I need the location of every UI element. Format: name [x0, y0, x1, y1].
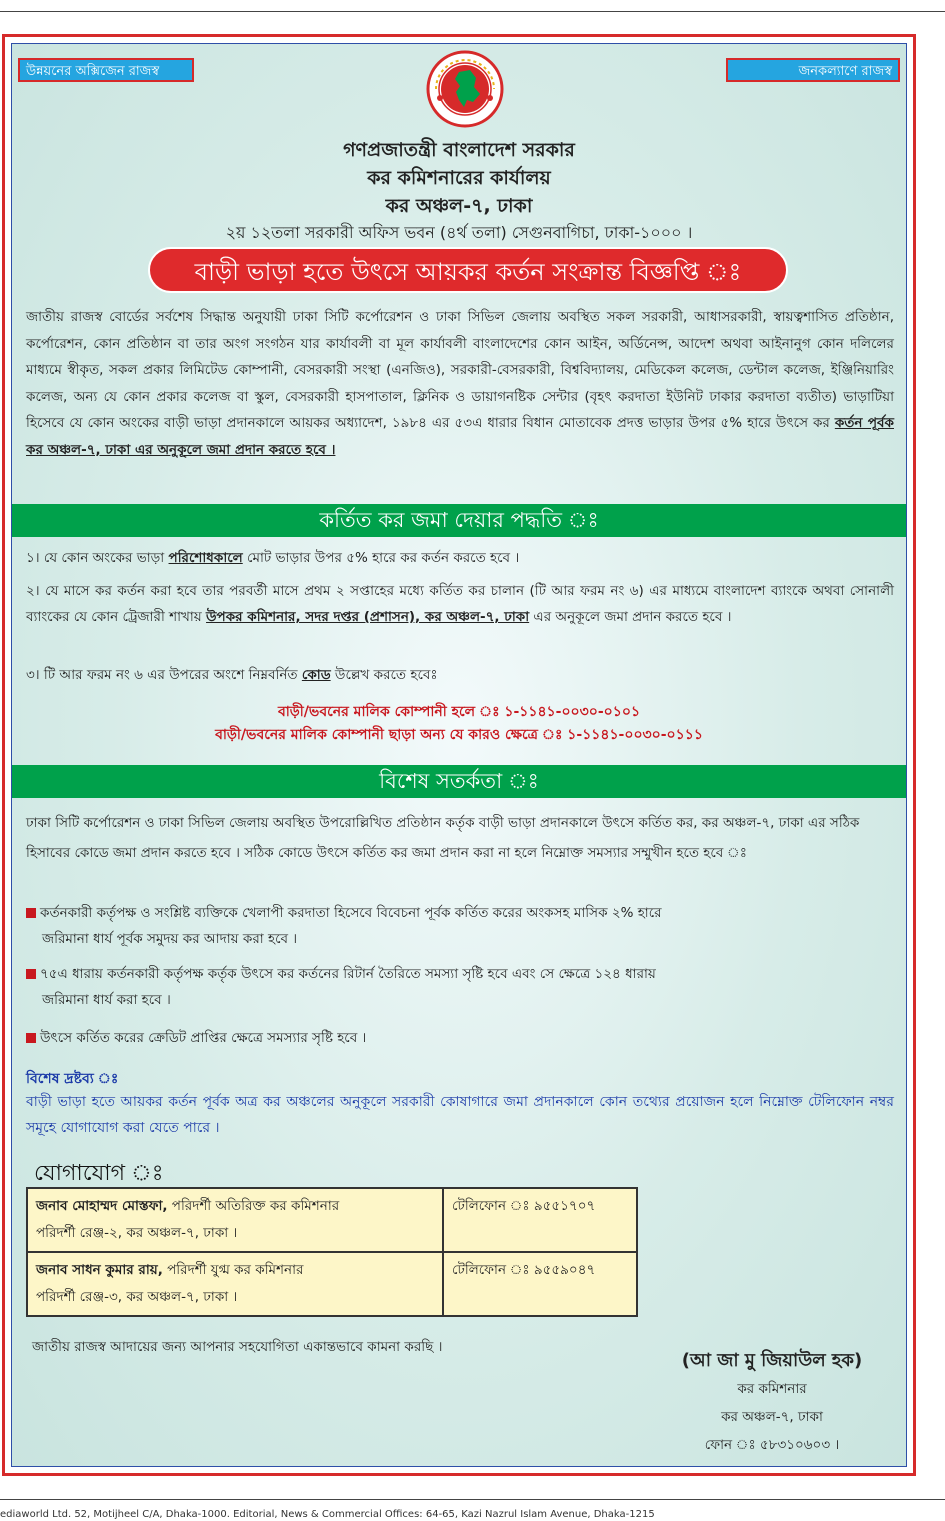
contact-row: [27, 1252, 637, 1316]
slogan-left: উন্নয়নের অক্সিজেন রাজস্ব: [18, 58, 194, 82]
advertisement-body: [11, 43, 907, 1467]
advertisement-frame: [2, 34, 916, 1476]
intro-paragraph: [26, 304, 894, 463]
deposit-step-2: [26, 578, 894, 630]
contact-row: [27, 1188, 637, 1252]
bullet-2-line-2: জরিমানা ধার্য করা হবে ।: [42, 992, 171, 1008]
code-company-owner: বাড়ী/ভবনের মালিক কোম্পানী হলে ঃ ১-১১৪১-০০৩০-০১০১: [277, 704, 641, 720]
office-title: কর কমিশনারের কার্যালয়: [367, 167, 551, 189]
contact-phone: টেলিফোন ঃ ৯৫৫৯০৪৭: [443, 1252, 637, 1316]
bullet-square-icon: [26, 908, 36, 918]
bottom-rule: [0, 1499, 945, 1500]
government-seal-icon: [426, 50, 504, 128]
signatory-name: (আ জা মু জিয়াউল হক): [681, 1350, 863, 1371]
contact-name: জনাব সাধন কুমার রায়,: [36, 1262, 163, 1278]
signatory-office: কর অঞ্চল-৭, ঢাকা: [721, 1409, 823, 1425]
code-other-owner: বাড়ী/ভবনের মালিক কোম্পানী ছাড়া অন্য যে কারও ক্ষেত্রে ঃ ১-১১৪১-০০৩০-০১১১: [215, 727, 703, 743]
notice-banner: বাড়ী ভাড়া হতে উৎসে আয়কর কর্তন সংক্রান্ত বিজ্ঞপ্তি ঃ: [148, 247, 788, 293]
government-title: গণপ্রজাতন্ত্রী বাংলাদেশ সরকার: [343, 139, 575, 161]
step-2-text-end: এর অনুকূলে জমা প্রদান করতে হবে ।: [529, 609, 732, 625]
step-3-text-end: উল্লেখ করতে হবেঃ: [330, 667, 438, 683]
signatory-phone: ফোন ঃ ৫৮৩১০৬০৩ ।: [704, 1437, 840, 1453]
section-caution-title: বিশেষ সতর্কতা ঃ: [12, 765, 906, 798]
deposit-step-1: [26, 545, 894, 571]
contact-person: [27, 1252, 443, 1316]
caution-bullet-1: [26, 900, 826, 952]
bullet-3-line-1: উৎসে কর্তিত করের ক্রেডিট প্রাপ্তির ক্ষেত্রে সমস্যার সৃষ্টি হবে ।: [40, 1030, 367, 1046]
deposit-step-3: [26, 662, 894, 688]
signature-block: [652, 1347, 892, 1459]
step-2-emphasis: উপকর কমিশনার, সদর দপ্তর (প্রশাসন), কর অঞ্চল-৭, ঢাকা: [206, 609, 530, 625]
top-rule: [0, 11, 945, 12]
caution-bullet-3: [26, 1025, 826, 1051]
note-title: বিশেষ দ্রষ্টব্য ঃ: [26, 1071, 119, 1087]
signatory-title: কর কমিশনার: [737, 1381, 807, 1397]
newspaper-imprint: ediaworld Ltd. 52, Motijheel C/A, Dhaka-1000. Editorial, News & Commercial Offices: 64-65, Kazi Nazrul Islam Avenue, Dhaka-1215: [0, 1509, 655, 1520]
intro-text: জাতীয় রাজস্ব বোর্ডের সর্বশেষ সিদ্ধান্ত অনুযায়ী ঢাকা সিটি কর্পোরেশন ও ঢাকা সিভিল জেলায় অবস্থিত সকল সরকারী, আধাসরকারী, স্বায়ত্বশাসিত প্রতিষ্ঠান, কর্পোরেশন, কোন প্রতিষ্ঠান বা তার অংগ সংগঠন যার কার্যাবলী বা মূল কার্যাবলী বাংলাদেশের কোন আইন, অর্ডিনেন্স, আদেশ অথবা আইনানুগ কোন দলিলের মাধ্যমে স্বীকৃত, সকল প্রকার লিমিটেড কোম্পানী, বেসরকারী সংস্থা (এনজিও), সরকারী-বেসরকারী, বিশ্ববিদ্যালয়, মেডিকেল কলেজ, ডেন্টাল কলেজ, ইঞ্জিনিয়ারিং কলেজ, অন্য যে কোন প্রকার কলেজ বা স্কুল, বেসরকারী হাসপাতাল, ক্লিনিক ও ডায়াগনষ্টিক সেন্টার (বৃহৎ করদাতা ইউনিট ঢাকার করদাতা ব্যতীত) ভাড়াটিয়া হিসেবে যে কোন অংকের বাড়ী ভাড়া প্রদানকালে আয়কর অধ্যাদেশ, ১৯৮৪ এর ৫৩এ ধারার বিধান মোতাবেক প্রদত্ত ভাড়ার উপর ৫% হারে উৎসে কর: [26, 309, 894, 431]
contact-role: পরিদর্শী যুগ্ম কর কমিশনার: [162, 1262, 304, 1278]
bullet-square-icon: [26, 1033, 36, 1043]
caution-bullet-2: [26, 961, 826, 1013]
contact-title: যোগাযোগ ঃ: [34, 1161, 164, 1186]
step-3-text: ৩। টি আর ফরম নং ৬ এর উপরের অংশে নিম্নবর্নিত: [26, 667, 302, 683]
bullet-square-icon: [26, 969, 36, 979]
contact-name: জনাব মোহাম্মদ মোস্তফা,: [36, 1198, 168, 1214]
contact-role: পরিদর্শী অতিরিক্ত কর কমিশনার: [167, 1198, 340, 1214]
contact-person: [27, 1188, 443, 1252]
caution-paragraph: ঢাকা সিটি কর্পোরেশন ও ঢাকা সিভিল জেলায় অবস্থিত উপরোল্লিখিত প্রতিষ্ঠান কর্তৃক বাড়ী ভাড়া প্রদানকালে উৎসে কর্তিত কর, কর অঞ্চল-৭, ঢাকা এর সঠিক হিসাবের কোডে জমা প্রদান করতে হবে । সঠিক কোডে উৎসে কর্তিত কর জমা প্রদান করা না হলে নিম্নোক্ত সমস্যার সম্মুখীন হতে হবে ঃ: [26, 815, 860, 861]
contact-range: পরিদর্শী রেঞ্জ-২, কর অঞ্চল-৭, ঢাকা ।: [36, 1225, 238, 1241]
office-address: ২য় ১২তলা সরকারী অফিস ভবন (৪র্থ তলা) সেগুনবাগিচা, ঢাকা-১০০০ ।: [225, 223, 693, 242]
step-2-text: ২। যে মাসে কর কর্তন করা হবে তার পরবর্তী মাসে প্রথম ২ সপ্তাহের মধ্যে কর্তিত কর চালান (টি আর ফরম নং ৬) এর মাধ্যমে বাংলাদেশ ব্যাংকে অথবা সোনালী ব্যাংকের যে কোন ট্রেজারী শাখায়: [26, 583, 894, 625]
step-3-emphasis: কোড: [301, 667, 331, 683]
step-1-text: ১। যে কোন অংকের ভাড়া: [26, 550, 169, 566]
intro-emphasis: কর্তন পূর্বক কর অঞ্চল-৭, ঢাকা এর অনুকূলে জমা প্রদান করতে হবে ।: [26, 415, 894, 458]
step-1-text-end: মোট ভাড়ার উপর ৫% হারে কর কর্তন করতে হবে ।: [242, 550, 520, 566]
contact-range: পরিদর্শী রেঞ্জ-৩, কর অঞ্চল-৭, ঢাকা ।: [36, 1289, 238, 1305]
zone-title: কর অঞ্চল-৭, ঢাকা: [385, 195, 533, 217]
contact-phone: টেলিফোন ঃ ৯৫৫১৭০৭: [443, 1188, 637, 1252]
bullet-2-line-1: ৭৫এ ধারায় কর্তনকারী কর্তৃপক্ষ কর্তৃক উৎসে কর কর্তনের রিটার্ন তৈরিতে সমস্যা সৃষ্টি হবে এবং সে ক্ষেত্রে ১২৪ ধারায়: [40, 966, 656, 982]
slogan-right: জনকল্যাণে রাজস্ব: [726, 58, 900, 82]
note-text: বাড়ী ভাড়া হতে আয়কর কর্তন পূর্বক অত্র কর অঞ্চলের অনুকূলে সরকারী কোষাগারে জমা প্রদানকালে কোন তথ্যের প্রয়োজন হলে নিম্নোক্ত টেলিফোন নম্বর সমূহে যোগাযোগ করা যেতে পারে ।: [26, 1094, 894, 1136]
contact-table: [26, 1187, 638, 1317]
bullet-1-line-2: জরিমানা ধার্য পূর্বক সমুদয় কর আদায় করা হবে ।: [42, 931, 298, 947]
closing-line: জাতীয় রাজস্ব আদায়ের জন্য আপনার সহযোগিতা একান্তভাবে কামনা করছি ।: [32, 1339, 443, 1355]
section-deposit-method-title: কর্তিত কর জমা দেয়ার পদ্ধতি ঃ: [12, 504, 906, 537]
step-1-emphasis: পরিশোধকালে: [168, 550, 243, 566]
bullet-1-line-1: কর্তনকারী কর্তৃপক্ষ ও সংশ্লিষ্ট ব্যক্তিকে খেলাপী করদাতা হিসেবে বিবেচনা পূর্বক কর্তিত করের অংকসহ মাসিক ২% হারে: [40, 905, 662, 921]
